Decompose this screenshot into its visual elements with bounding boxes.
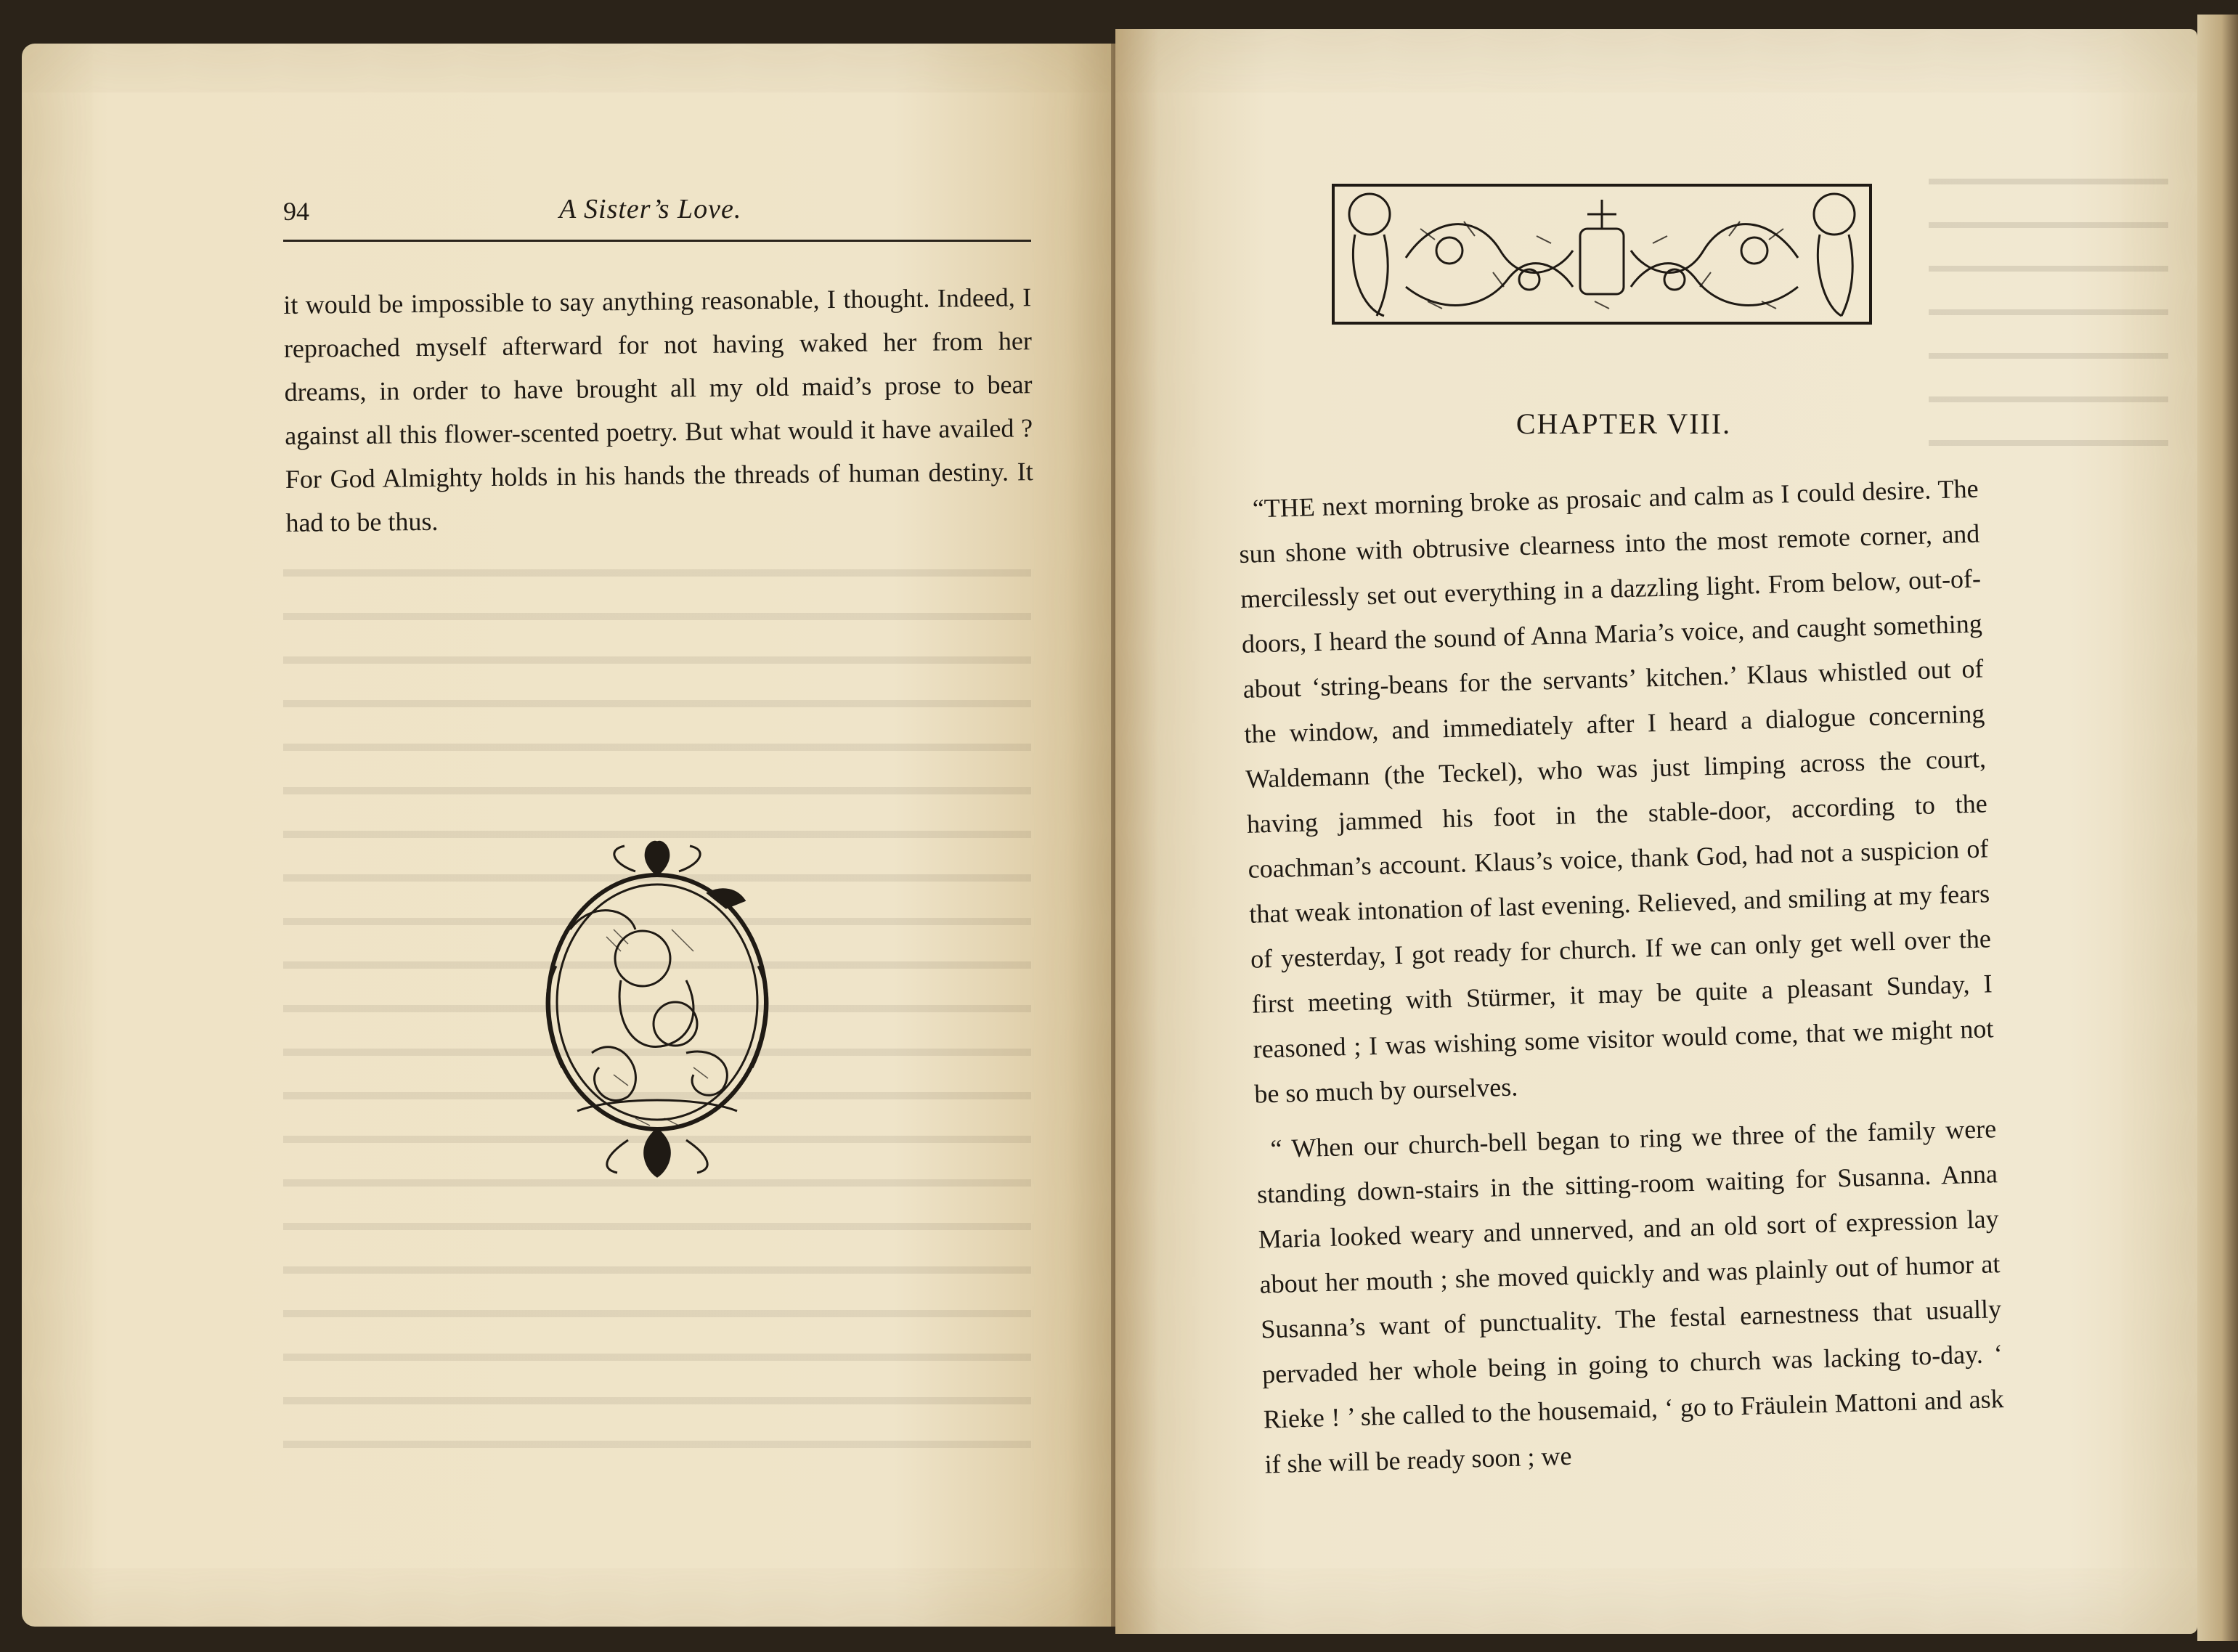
right-paragraph-1: “THE next morning broke as prosaic and calm as I could desire. The sun shone with obtrusive clearness into the most remote corner, and mercilessly set out everything in a dazzling light. From below, out-of-doors, I heard the sound of Anna Maria’s voice, and caught something about ‘string-beans for the servants’ kitchen.’ Klaus whistled out of the window, and immediately after I heard a dialogue concerning Waldemann (the Teckel), who was just limping across the court, having jammed his foot in the stable-door, according to the coachman’s account. Klaus’s voice, thank God, had not a suspicion of that weak intonation of last evening. Relieved, and smiling at my fears of yesterday, I got ready for church. If we can only get well over the first meeting with Stürmer, it may be quite a pleasant Sunday, I reasoned ; I was wishing some visitor would come, that we might not be so much by ourselves.: [1239, 473, 1994, 1109]
left-paragraph: it would be impossible to say anything reasonable, I thought. Indeed, I reproached myself afterward for not having waked her from her dreams, in order to have brought all my old maid’s prose to bear against all this flower-scented poetry. But what would it have availed ? For God Almighty holds in his hands the threads of human destiny. It had to be thus.: [283, 282, 1033, 537]
ornamental-headpiece: [1319, 171, 1885, 338]
page-edges: [2197, 15, 2238, 1641]
running-head: [283, 182, 1031, 242]
chapter-heading: CHAPTER VIII.: [1515, 407, 1732, 440]
right-paragraph-2: “ When our church-bell began to ring we three of the family were standing down-stairs in the sitting-room waiting for Susanna. Anna Maria looked weary and unnerved, and an old sort of expression lay about her mouth ; she moved quickly and was plainly out of humor at Susanna’s want of punctuality. The festal earnestness that usually pervaded her whole being in going to church was lacking to-day. ‘ Rieke ! ’ she called to the housemaid, ‘ go to Fräulein Mattoni and ask if she will be ready soon ; we: [1256, 1114, 2005, 1479]
page-number: 94: [283, 197, 309, 226]
left-page: [22, 44, 1111, 1627]
right-text-block: [1237, 466, 2006, 1497]
cherub-vignette-illustration: [526, 835, 788, 1184]
right-page: [1115, 29, 2197, 1634]
running-title: A Sister’s Love.: [559, 194, 742, 224]
